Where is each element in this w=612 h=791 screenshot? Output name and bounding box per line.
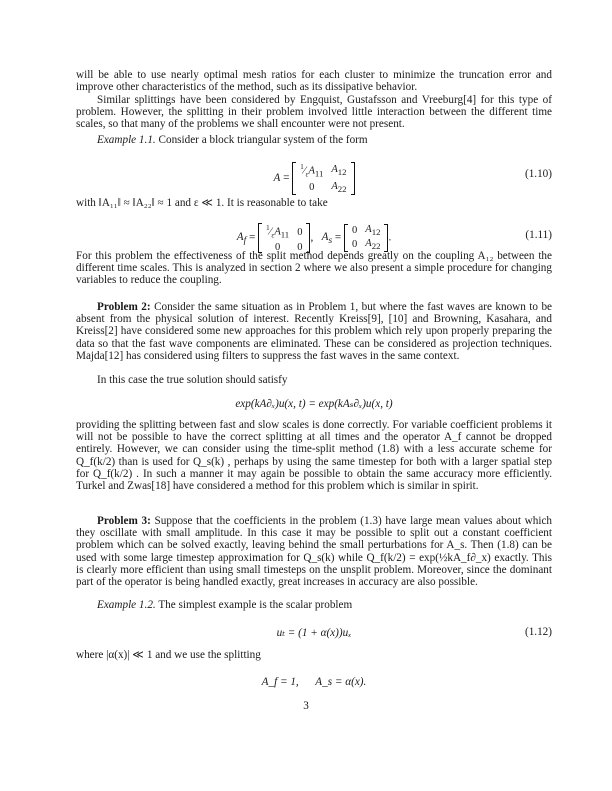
problem-label: Problem 3: xyxy=(97,515,151,527)
paragraph-true-solution: In this case the true solution should satisfy xyxy=(97,374,288,386)
example-text: The simplest example is the scalar problem xyxy=(158,599,353,611)
problem-3 xyxy=(76,515,552,588)
example-label: Example 1.2. xyxy=(97,599,156,611)
equation-text: exp(kA∂ₓ)u(x, t) = exp(kAₛ∂ₓ)u(x, t) xyxy=(235,398,393,410)
example-1-1 xyxy=(76,134,552,146)
equation-1-12 xyxy=(76,622,552,646)
paragraph-where: where |α(x)| ≪ 1 and we use the splitting xyxy=(76,649,261,661)
paragraph-providing: providing the splitting between fast and slow scales is done correctly. For variable coefficient problems it will not be possible to have the correct splitting at all times and the operator A_f cannot be dropped entirely. However, we can consider using the time-split method (1.8) with a less accurate scheme for Q_f(k/2) than is used for Q_s(k) , perhaps by using the same timestep for both with a larger spatial step for Q_f(k/2) . In such a manner it may again be possible to obtain the same accuracy more efficiently. Turkel and Zwas[18] have considered a method for this problem which is similar in spirit. xyxy=(76,419,552,493)
equation-text: A_f = 1, A_s = α(x). xyxy=(261,676,367,688)
paragraph-coupling: For this problem the effectiveness of the split method depends greatly on the coupling A₁₂ between the different time scales. This is analyzed in section 2 where we also present a simple procedure for changing variables to reduce the coupling. xyxy=(76,250,552,287)
page-number: 3 xyxy=(303,700,309,712)
equation-1-11: $A_f$ = $^1⁄_\varepsilon A_{11}$ 0 0 0 , $A_s$ = 0 $A_{12}$ 0 $A_{22}$ . (1.11) xyxy=(236,223,552,253)
equation-number: (1.10) xyxy=(524,168,552,180)
problem-text: Suppose that the coefficients in the problem (1.3) have large mean values about which they oscillate with small amplitude. In this case it may be possible to split out a constant coefficient problem which can be solved exactly, leaving behind the small perturbations for A_s. Then (1.8) can be used with some large timestep approximation for Q_s(k) while Q_f(k/2) = exp(½kA_f∂_x) exactly. This is clearly more efficient than using small timesteps on the unsplit problem. Moreover, since the dominant part of the operator is being handled exactly, great increases in accuracy are also possible. xyxy=(76,515,553,589)
paragraph-with: with ‖A₁₁‖ ≈ ‖A₂₂‖ ≈ 1 and ε ≪ 1. It is reasonable to take xyxy=(76,197,328,209)
example-text: Consider a block triangular system of the form xyxy=(158,134,368,146)
equation-number: (1.11) xyxy=(525,229,552,241)
paragraph-similar-splittings: Similar splittings have been considered by Engquist, Gustafsson and Vreeburg[4] for this type of problem. However, the splitting in their problem involved little interaction between the different time scales, so that many of the problems we shall encounter were not present. xyxy=(76,94,552,131)
problem-label: Problem 2: xyxy=(97,301,151,313)
problem-text: Consider the same situation as in Problem 1, but where the fast waves are known to be absent from the physical solution of interest. Recently Kreiss[9], [10] and Browning, Kasahara, and Kreiss[2] have considered some new approaches for this problem which rely upon properly preparing the data so that the fast wave components are eliminated. These can be considered as projection techniques. Majda[12] has considered using filters to suppress the fast waves in the same context. xyxy=(76,301,553,362)
equation-splitting xyxy=(76,672,552,696)
example-label: Example 1.1. xyxy=(97,134,156,146)
equation-exp xyxy=(76,393,552,417)
example-1-2 xyxy=(76,599,552,611)
equation-1-10: A = $^1⁄_\varepsilon A_{11}$ $A_{12}$ 0 $A_{22}$ (1.10) xyxy=(273,163,552,194)
equation-number: (1.12) xyxy=(524,626,552,638)
problem-2 xyxy=(76,301,552,362)
equation-text: uₜ = (1 + α(x))uₓ xyxy=(276,627,352,639)
paragraph-intro: will be able to use nearly optimal mesh ratios for each cluster to minimize the truncation error and improve other characteristics of the method, such as its dissipative behavior. xyxy=(76,69,552,94)
